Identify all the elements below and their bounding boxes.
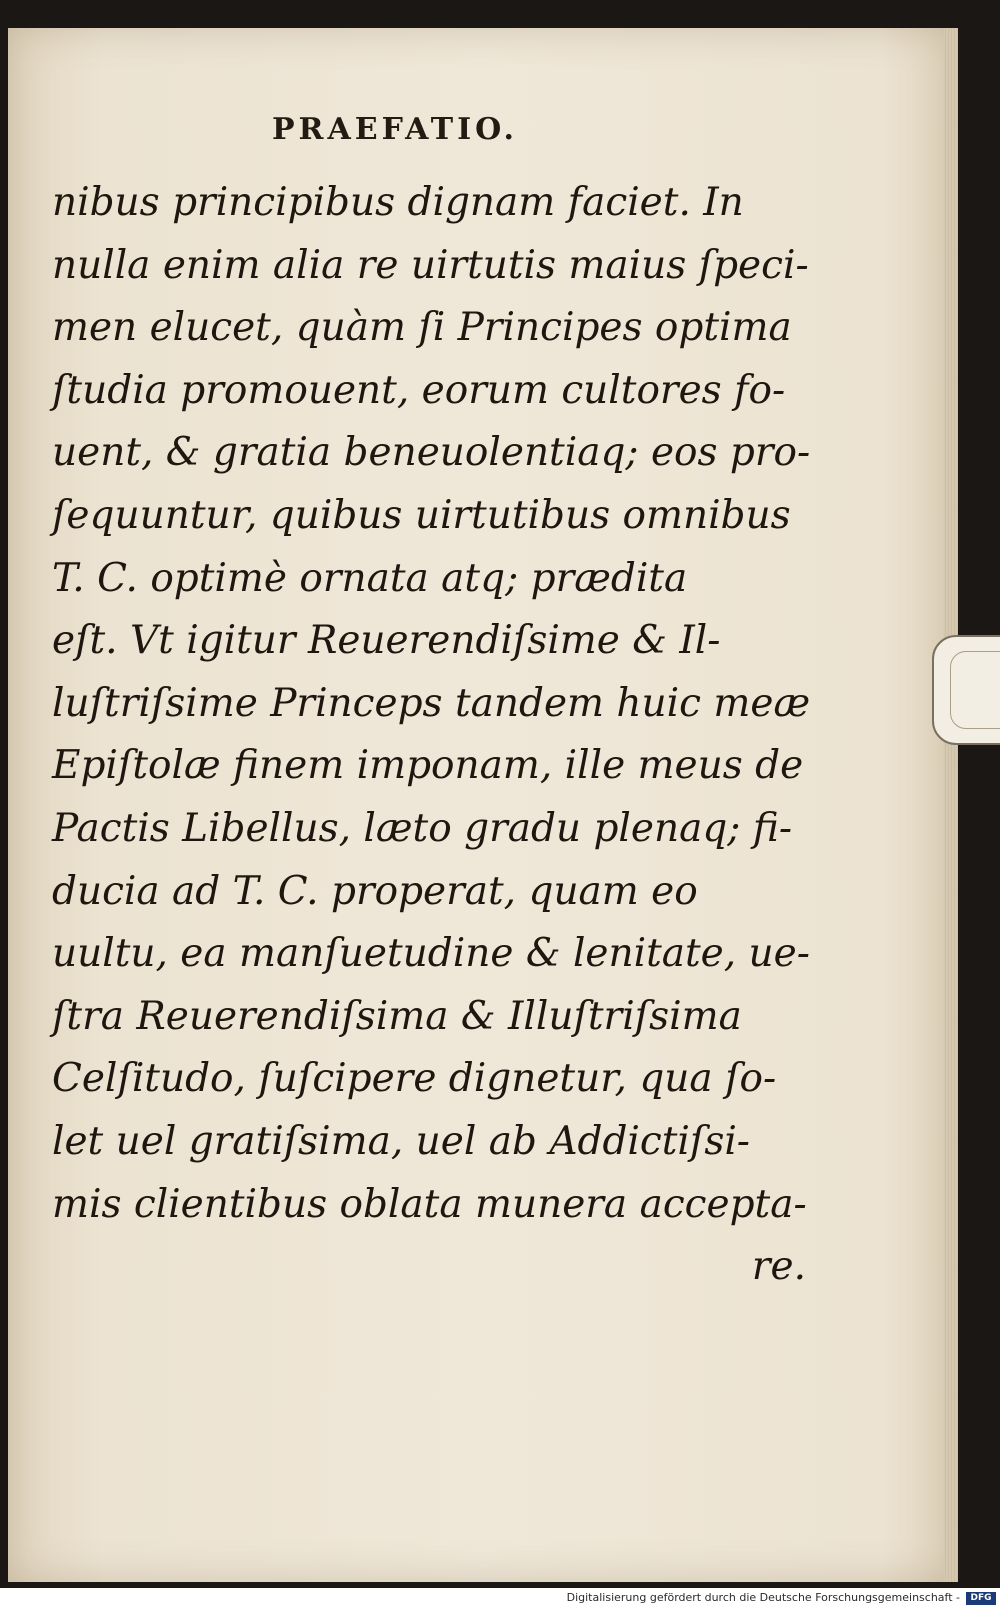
text-line: ducia ad T. C. properat, quam eo	[52, 868, 698, 914]
text-line: uent, & gratia beneuolentiaq; eos pro-	[52, 430, 811, 476]
text-line: mis clientibus oblata munera accepta-	[52, 1181, 807, 1227]
text-line: nulla enim alia re uirtutis maius ſpeci-	[52, 242, 809, 288]
dfg-logo: DFG	[966, 1592, 996, 1605]
text-line: Pactis Libellus, læto gradu plenaq; fi-	[52, 805, 793, 851]
footer-bar	[0, 1590, 1000, 1608]
book-clasp-inner	[950, 651, 1000, 729]
text-line: Celſitudo, ſuſcipere dignetur, qua ſo-	[52, 1056, 777, 1102]
text-line: uultu, ea manſuetudine & lenitate, ue-	[52, 931, 810, 977]
page-edge	[944, 28, 958, 1582]
text-line: T. C. optimè ornata atq; prædita	[52, 555, 688, 601]
text-line: luſtriſsime Princeps tandem huic meæ	[52, 680, 811, 726]
text-line: nibus principibus dignam faciet. In	[52, 180, 744, 225]
body-text	[52, 172, 812, 1299]
text-line: ſequuntur, quibus uirtutibus omnibus	[52, 492, 791, 538]
book-clasp	[932, 635, 1000, 745]
text-line: let uel gratiſsima, uel ab Addictiſsi-	[52, 1118, 750, 1164]
digitization-credit: Digitalisierung gefördert durch die Deutsche Forschungsgemeinschaft -	[566, 1591, 960, 1604]
text-line: eſt. Vt igitur Reuerendiſsime & Il-	[52, 618, 721, 664]
text-line: ſtudia promouent, eorum cultores fo-	[52, 367, 786, 413]
catchword: re.	[751, 1244, 806, 1290]
text-line: men elucet, quàm ſi Principes optima	[52, 305, 792, 351]
running-title: PRAEFATIO.	[272, 112, 518, 147]
text-line: ſtra Reuerendiſsima & Illuſtriſsima	[52, 993, 742, 1039]
text-line: Epiſtolæ finem imponam, ille meus de	[52, 743, 804, 789]
